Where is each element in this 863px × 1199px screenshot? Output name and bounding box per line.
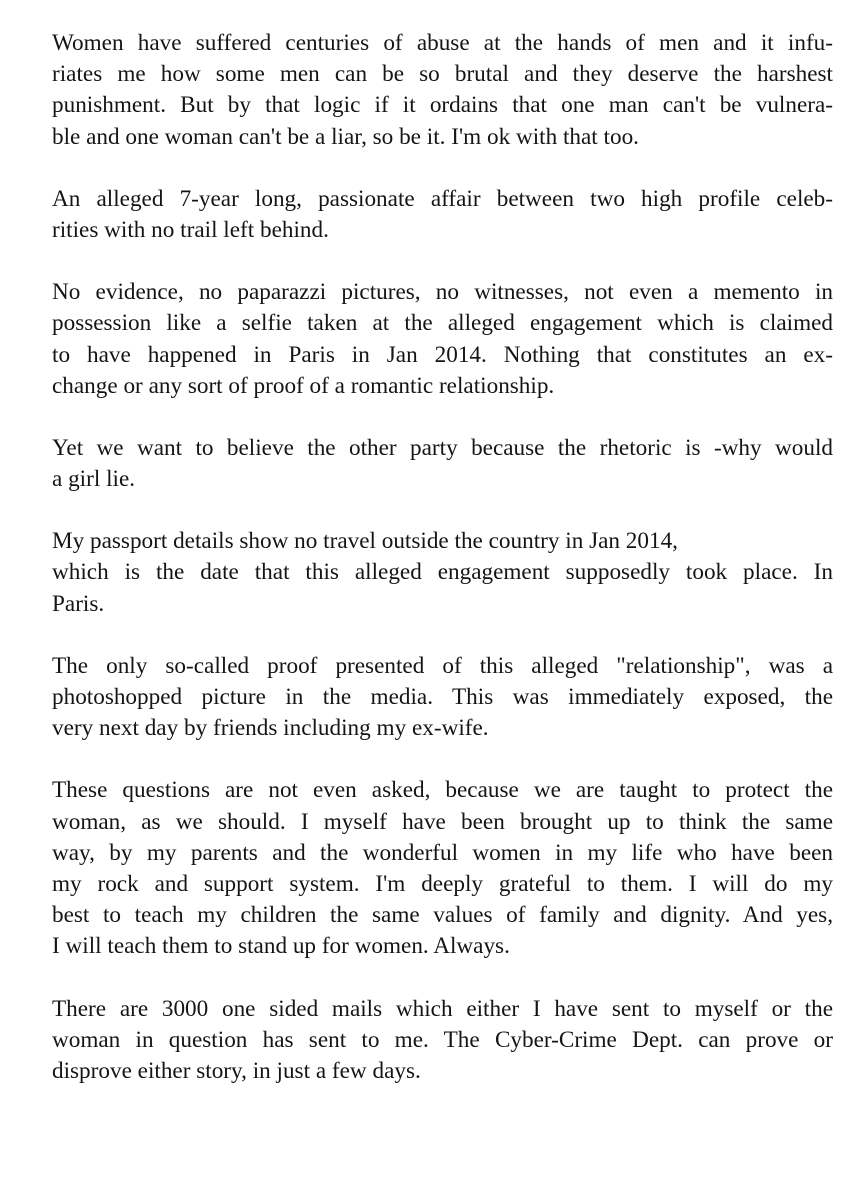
text-line: punishment. But by that logic if it ordains that one man can't be vulnera- (52, 92, 833, 119)
text-line: There are 3000 one sided mails which either I have sent to myself or the (52, 995, 833, 1022)
text-line: change or any sort of proof of a romantic relationship. (52, 372, 555, 399)
paragraph-4 (52, 433, 833, 495)
text-line: photoshopped picture in the media. This was immediately exposed, the (52, 684, 833, 710)
text-line: to have happened in Paris in Jan 2014. Nothing that constitutes an ex- (52, 341, 833, 368)
text-line: These questions are not even asked, because we are taught to protect the (52, 777, 833, 804)
text-line: Yet we want to believe the other party because the rhetoric is -why would (52, 434, 833, 461)
text-line: The only so-called proof presented of this alleged "relationship", was a (52, 652, 833, 679)
text-line: woman in question has sent to me. The Cyber-Crime Dept. can prove or (52, 1026, 833, 1053)
text-line: riates me how some men can be so brutal and they deserve the harshest (52, 61, 833, 88)
paragraph-3 (52, 277, 833, 402)
paragraph-1 (52, 28, 833, 153)
paragraph-6 (52, 651, 833, 745)
text-line: I will teach them to stand up for women. Always. (52, 933, 510, 960)
text-line: No evidence, no paparazzi pictures, no witnesses, not even a memento in (52, 279, 833, 306)
text-line: woman, as we should. I myself have been brought up to think the same (52, 808, 833, 835)
text-line: ble and one woman can't be a liar, so be it. I'm ok with that too. (52, 123, 639, 150)
paragraph-7 (52, 775, 833, 962)
text-line: very next day by friends including my ex-wife. (52, 715, 489, 742)
text-line: way, by my parents and the wonderful women in my life who have been (52, 839, 833, 866)
text-line: a girl lie. (52, 466, 136, 493)
text-line: possession like a selfie taken at the alleged engagement which is claimed (52, 310, 833, 337)
text-line: disprove either story, in just a few days. (52, 1057, 421, 1084)
text-line: my rock and support system. I'm deeply grateful to them. I will do my (52, 870, 833, 897)
text-line: rities with no trail left behind. (52, 216, 329, 243)
paragraph-2 (52, 184, 833, 246)
text-line: Women have suffered centuries of abuse at the hands of men and it infu- (52, 30, 833, 56)
text-line: which is the date that this alleged engagement supposedly took place. In (52, 559, 833, 586)
text-line: An alleged 7-year long, passionate affair between two high profile celeb- (52, 185, 833, 212)
text-line: best to teach my children the same values of family and dignity. And yes, (52, 902, 833, 929)
paragraph-8 (52, 994, 833, 1088)
text-line: My passport details show no travel outside the country in Jan 2014, (52, 528, 678, 555)
paragraph-5 (52, 526, 833, 620)
text-line: Paris. (52, 590, 105, 617)
